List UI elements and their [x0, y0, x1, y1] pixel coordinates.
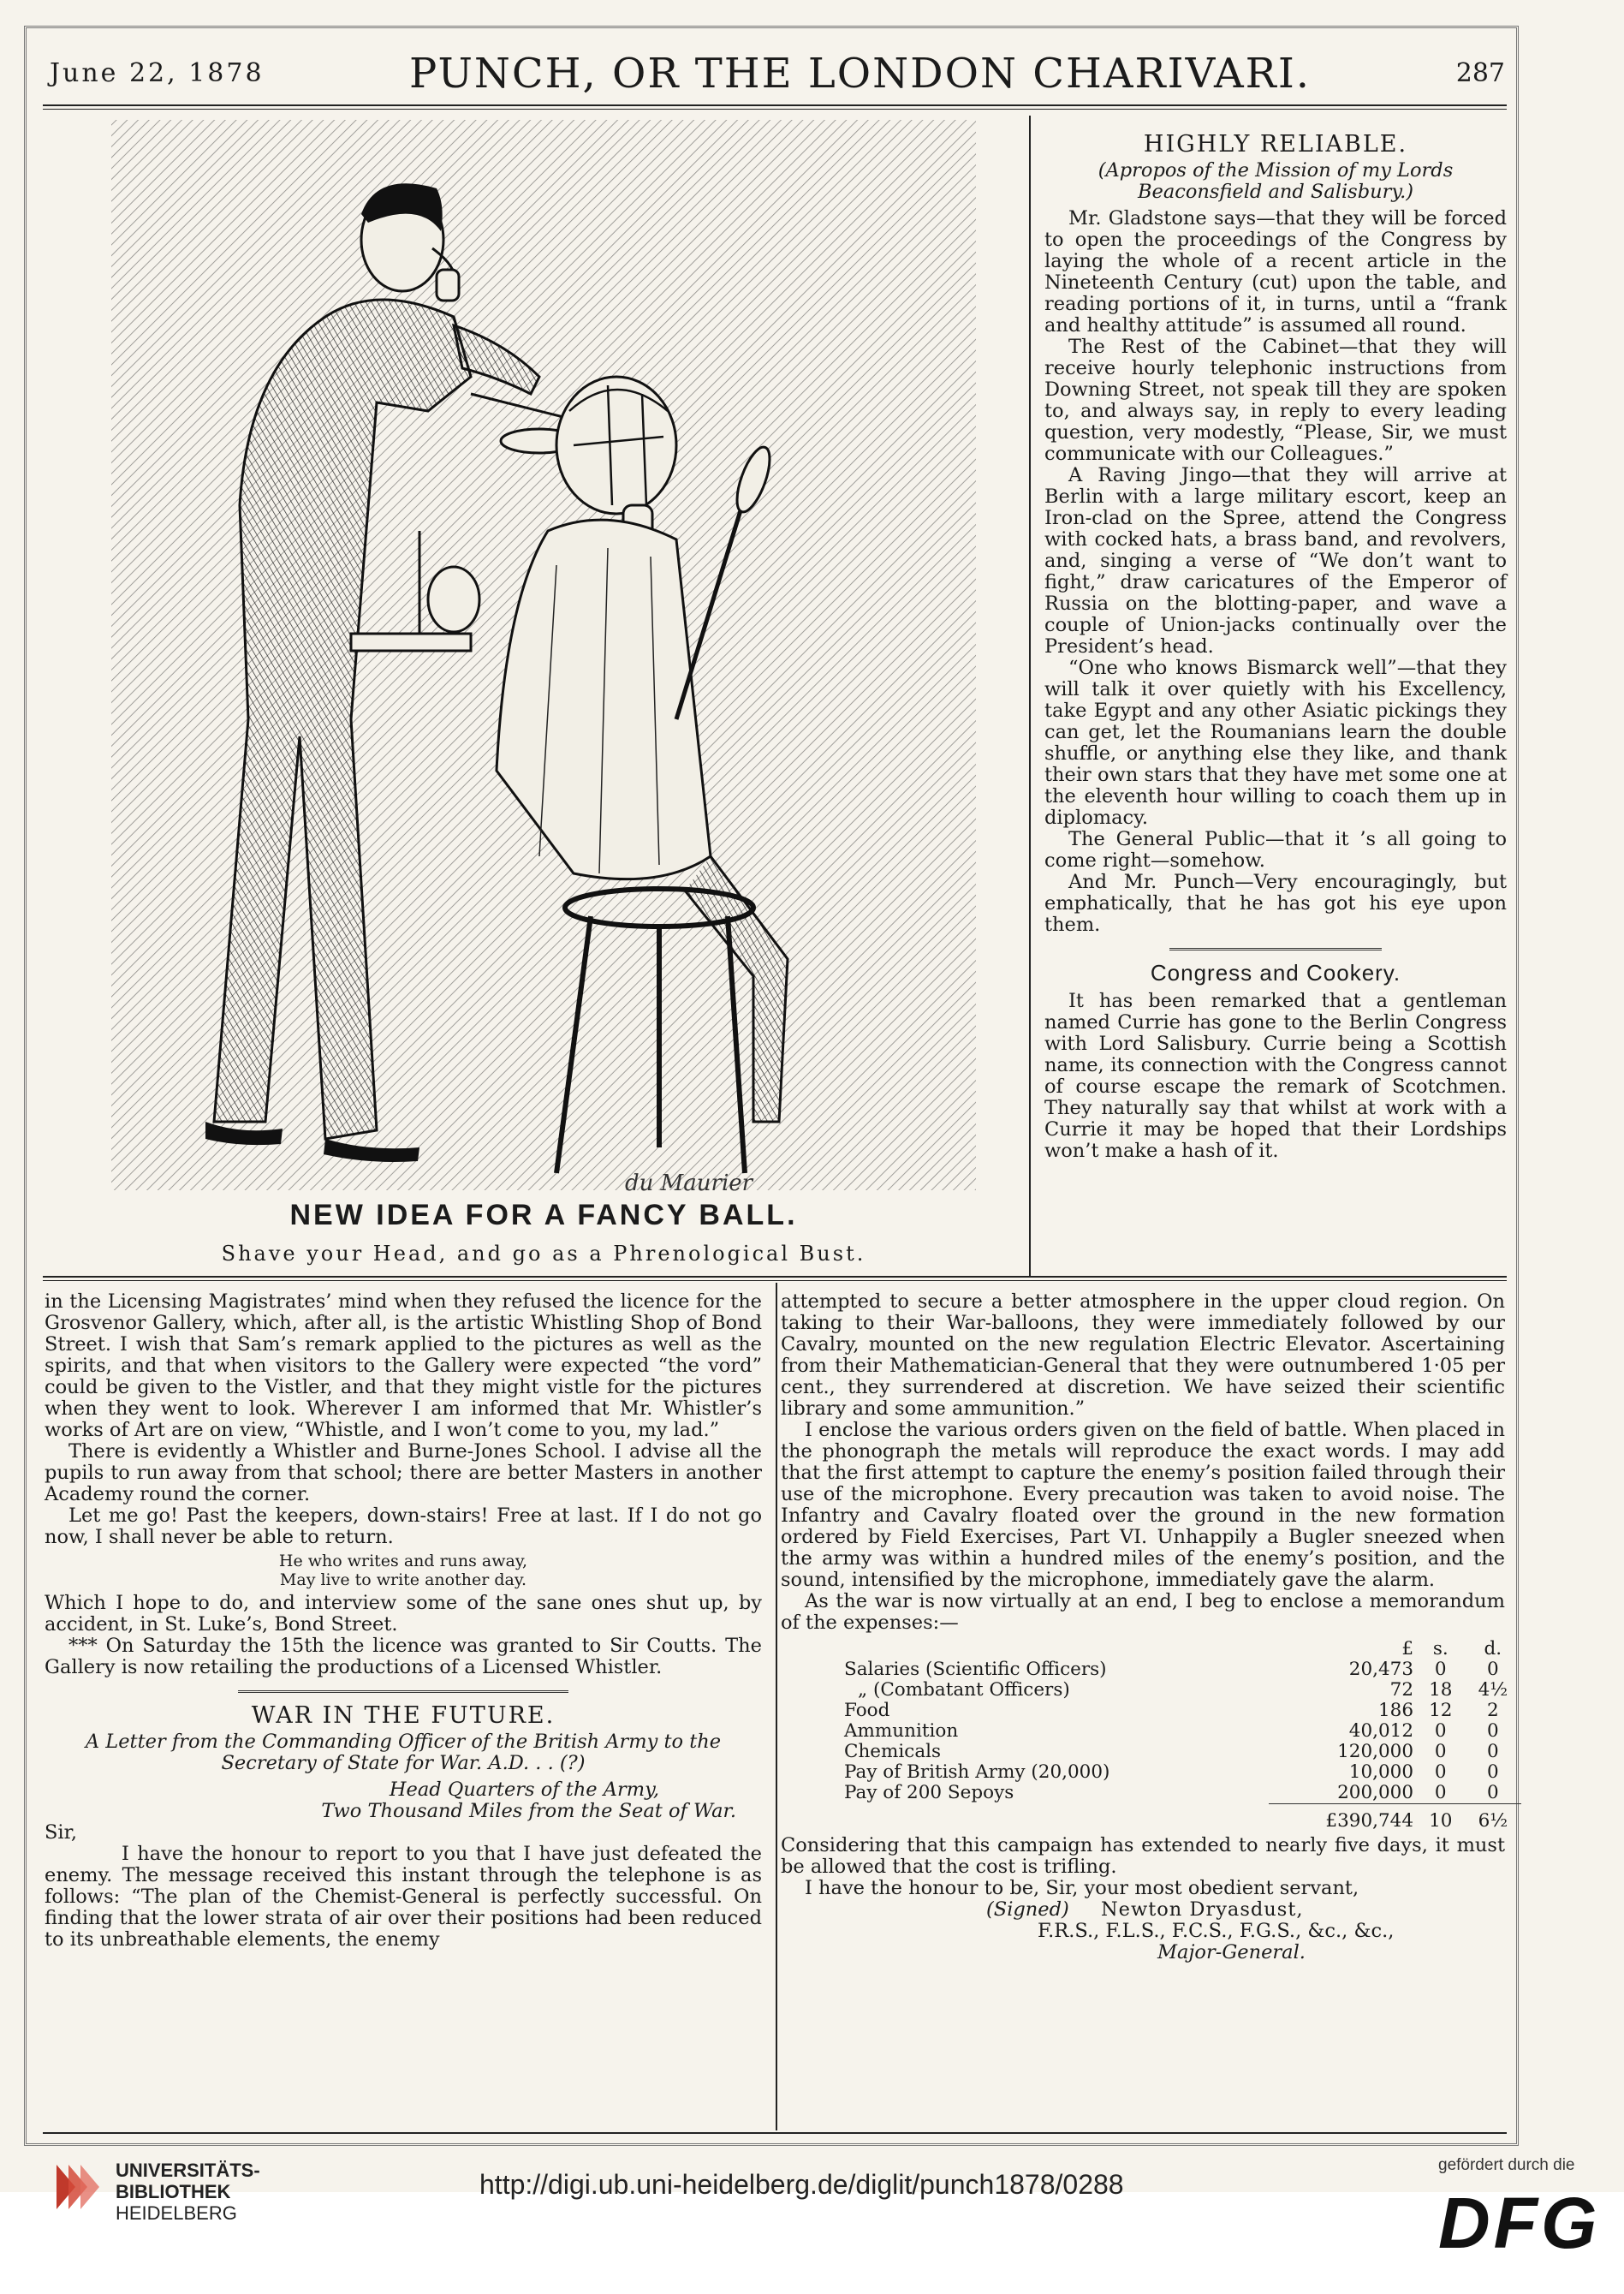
currency-head: d. [1484, 1638, 1502, 1659]
expense-item: Ammunition [844, 1720, 959, 1742]
paragraph: Which I hope to do, and interview some of the sane ones shut up, by accident, in St. Luke’s, Bond Street. [45, 1592, 762, 1636]
source-url-link[interactable]: http://digi.ub.uni-heidelberg.de/diglit/punch1878/0288 [479, 2169, 1124, 2200]
masthead-title: PUNCH, OR THE LONDON CHARIVARI. [409, 50, 1312, 98]
paragraph: The Rest of the Cabinet—that they will receive hourly telephonic instructions from Downing Street, not speak till they are spoken to, and always say, in reply to every leading question, very modestly, “Please, Sir, we must communicate with our Colleagues.” [1044, 336, 1507, 465]
verse-line: He who writes and runs away, [278, 1552, 528, 1570]
total-pence: 6½ [1464, 1804, 1521, 1832]
table-row [841, 1680, 1521, 1701]
expense-pounds: 120,000 [1337, 1741, 1414, 1762]
table-row [841, 1762, 1521, 1783]
article-title-war-in-the-future: WAR IN THE FUTURE. [251, 1702, 556, 1729]
article-title-congress-cookery: Congress and Cookery. [1150, 960, 1401, 986]
svg-text:du Maurier: du Maurier [625, 1171, 753, 1196]
dateline: Two Thousand Miles from the Seat of War. [321, 1800, 736, 1822]
column-divider-bottom [776, 1283, 777, 2130]
table-row [841, 1783, 1521, 1804]
expense-pounds: 200,000 [1337, 1782, 1414, 1803]
paragraph: Considering that this campaign has extended to nearly five days, it must be allowed that the cost is trifling. [781, 1834, 1505, 1878]
middle-column [781, 1290, 1508, 1963]
verse-line: May live to write another day. [279, 1570, 527, 1589]
cartoon-engraving [94, 120, 1002, 1207]
article-subtitle: A Letter from the Commanding Officer of the British Army to the Secretary of State for War. A.D. . . (?) [85, 1731, 722, 1774]
expense-pence: 0 [1487, 1741, 1499, 1762]
section-divider [1169, 948, 1382, 950]
cartoon-caption-subtitle: Shave your Head, and go as a Phrenological Bust. [221, 1242, 866, 1266]
expense-pence: 0 [1487, 1720, 1499, 1742]
expense-item: Food [844, 1700, 890, 1721]
currency-head: £ [1401, 1638, 1414, 1659]
paragraph: I have the honour to be, Sir, your most obedient servant, [805, 1877, 1359, 1899]
mid-page-rule [43, 1276, 1507, 1278]
paragraph: attempted to secure a better atmosphere in the upper cloud region. On taking to their War-balloons, they were immediately followed by our Cavalry, mounted on the new regulation Electric Elevator. Ascertaining from their Mathematician-General that they were outnumbered 1·05 per cent., they surrendered at discretion. We have seized their scientific library and some ammunition.” [781, 1290, 1505, 1420]
salutation: Sir, [45, 1821, 78, 1844]
library-name-line: UNIVERSITÄTS- [116, 2160, 260, 2181]
total-shillings: 10 [1417, 1804, 1464, 1832]
cartoon-caption-title: NEW IDEA FOR A FANCY BALL. [289, 1199, 798, 1231]
expense-pounds: 10,000 [1348, 1761, 1414, 1783]
expense-item: „ (Combatant Officers) [858, 1679, 1070, 1701]
signature-name: Newton Dryasdust, [1100, 1898, 1304, 1921]
paragraph: I enclose the various orders given on the field of battle. When placed in the phonograph the metals will reproduce the exact words. I may add that the first attempt to capture the enemy’s position failed through their use of the microphone. Every precaution was taken to avoid noise. The Infantry and Cavalry floated over the ground in the new formation ordered by Field Exercises, Part VI. Unhappily a Bugler sneezed when the army was within a hundred miles of the enemy’s position, and the sound, intensified by the microphone, immediately gave the alarm. [781, 1419, 1505, 1591]
expense-pence: 0 [1487, 1659, 1499, 1680]
paragraph: There is evidently a Whistler and Burne-Jones School. I advise all the pupils to run away from that school; there are better Masters in another Academy round the corner. [45, 1440, 762, 1505]
expense-shillings: 0 [1434, 1761, 1447, 1783]
signature-rank: Major-General. [1157, 1941, 1306, 1963]
expense-pence: 0 [1487, 1761, 1499, 1783]
expense-item: Pay of British Army (20,000) [844, 1761, 1110, 1783]
paragraph: A Raving Jingo—that they will arrive at Berlin with a large military escort, keep an Iron-clad on the Spree, attend the Congress with cocked hats, a brass band, and revolvers, and, singing a verse of “We don’t want to fight,” draw caricatures of the Emperor of Russia on the blotting-paper, and wave a couple of Union-jacks continually over the President’s head. [1044, 464, 1507, 658]
paragraph: It has been remarked that a gentleman named Currie has gone to the Berlin Congress with Lord Salisbury. Currie being a Scottish name, its connection with the Congress cannot of course escape the remark of Scotchmen. They naturally say that whilst at work with a Currie it may be hoped that their Lordships won’t make a hash of it. [1044, 990, 1507, 1162]
editorial-note: *** On Saturday the 15th the licence was granted to Sir Coutts. The Gallery is now retailing the productions of a Licensed Whistler. [45, 1635, 762, 1678]
expense-shillings: 0 [1434, 1741, 1447, 1762]
issue-date: June 22, 1878 [50, 58, 265, 88]
university-library-logo-icon [53, 2160, 103, 2214]
header-rule [43, 104, 1507, 106]
article-title-highly-reliable: HIGHLY RELIABLE. [1143, 131, 1408, 158]
table-row [841, 1659, 1521, 1680]
expense-item: Pay of 200 Sepoys [844, 1782, 1014, 1804]
library-name-line: BIBLIOTHEK [116, 2181, 231, 2202]
signature-line [781, 1899, 1505, 1921]
expense-item: Chemicals [844, 1741, 942, 1762]
funding-label: gefördert durch die [1438, 2156, 1575, 2174]
expense-pence: 4½ [1478, 1679, 1508, 1701]
expense-pounds: 72 [1389, 1679, 1414, 1701]
table-row [841, 1701, 1521, 1721]
running-header [50, 50, 1505, 101]
expense-item: Salaries (Scientific Officers) [844, 1659, 1107, 1680]
paragraph: I have the honour to report to you that I have just defeated the enemy. The message received this instant through the telephone is as follows: “The plan of the Chemist-General is perfectly successful. On finding that the lower strata of air over their positions had been reduced to its unbreathable elements, the enemy [45, 1843, 762, 1951]
paragraph: The General Public—that it ’s all going to come right—somehow. [1044, 828, 1507, 872]
expense-shillings: 0 [1434, 1720, 1447, 1742]
paragraph: Let me go! Past the keepers, down-stairs! Free at last. If I do not go now, I shall never be able to return. [45, 1505, 762, 1548]
page-number: 287 [1455, 58, 1505, 88]
total-pounds: £390,744 [1269, 1804, 1418, 1832]
paragraph: As the war is now virtually at an end, I beg to enclose a memorandum of the expenses:— [781, 1590, 1505, 1634]
library-name [116, 2160, 260, 2224]
header-rule-thin [43, 109, 1507, 110]
paragraph: And Mr. Punch—Very encouragingly, but emphatically, that he has got his eye upon them. [1044, 871, 1507, 936]
dateline: Head Quarters of the Army, [389, 1779, 659, 1801]
expense-pounds: 20,473 [1348, 1659, 1414, 1680]
table-row [841, 1742, 1521, 1762]
table-header-row [841, 1639, 1521, 1659]
table-row [841, 1721, 1521, 1742]
bottom-rule [43, 2132, 1507, 2134]
expense-shillings: 0 [1434, 1659, 1447, 1680]
expense-pence: 2 [1487, 1700, 1499, 1721]
expense-pounds: 40,012 [1348, 1720, 1414, 1742]
paragraph: Mr. Gladstone says—that they will be forced to open the proceedings of the Congress by laying the whole of a recent article in the Nineteenth Century (cut) upon the table, and reading portions of it, in turns, until a “frank and healthy attitude” is assumed all round. [1044, 207, 1507, 337]
article-subtitle: (Apropos of the Mission of my Lords Beaconsfield and Salisbury.) [1098, 159, 1454, 203]
expenses-table [841, 1639, 1521, 1832]
paragraph: “One who knows Bismarck well”—that they will talk it over quietly with his Excellency, take Egypt and any other Asiatic pickings they can get, let the Roumanians learn the double shuffle, or anything else they like, and thank their own stars that they have met some one at the eleventh hour willing to coach them up in diplomacy. [1044, 657, 1507, 829]
right-column [1044, 128, 1507, 1162]
library-name-line: HEIDELBERG [116, 2202, 237, 2224]
dfg-logo: DFG [1438, 2183, 1601, 2263]
left-column [45, 1291, 762, 1951]
expense-shillings: 0 [1434, 1782, 1447, 1803]
signed-label: (Signed) [986, 1898, 1069, 1921]
total-row [841, 1804, 1521, 1832]
expense-pence: 0 [1487, 1782, 1499, 1803]
signature-titles: F.R.S., F.L.S., F.C.S., F.G.S., &c., &c., [1038, 1920, 1395, 1942]
paragraph: in the Licensing Magistrates’ mind when they refused the licence for the Grosvenor Gallery, which, after all, is the artistic Whistling Shop of Bond Street. I wish that Sam’s remark applied to the pictures as well as the spirits, and that when visitors to the Gallery were expected “the vord” could be given to the Vistler, and that they might vistle for the pictures when they went to look. Wherever I am informed that Mr. Whistler’s works of Art are on view, “Whistle, and I won’t come to you, my lad.” [45, 1290, 762, 1441]
column-divider-top [1029, 116, 1031, 1276]
expense-shillings: 12 [1429, 1700, 1453, 1721]
mid-page-rule-thin [43, 1280, 1507, 1281]
expense-pounds: 186 [1377, 1700, 1414, 1721]
section-divider [238, 1690, 568, 1693]
currency-head: s. [1432, 1638, 1449, 1659]
expense-shillings: 18 [1429, 1679, 1453, 1701]
